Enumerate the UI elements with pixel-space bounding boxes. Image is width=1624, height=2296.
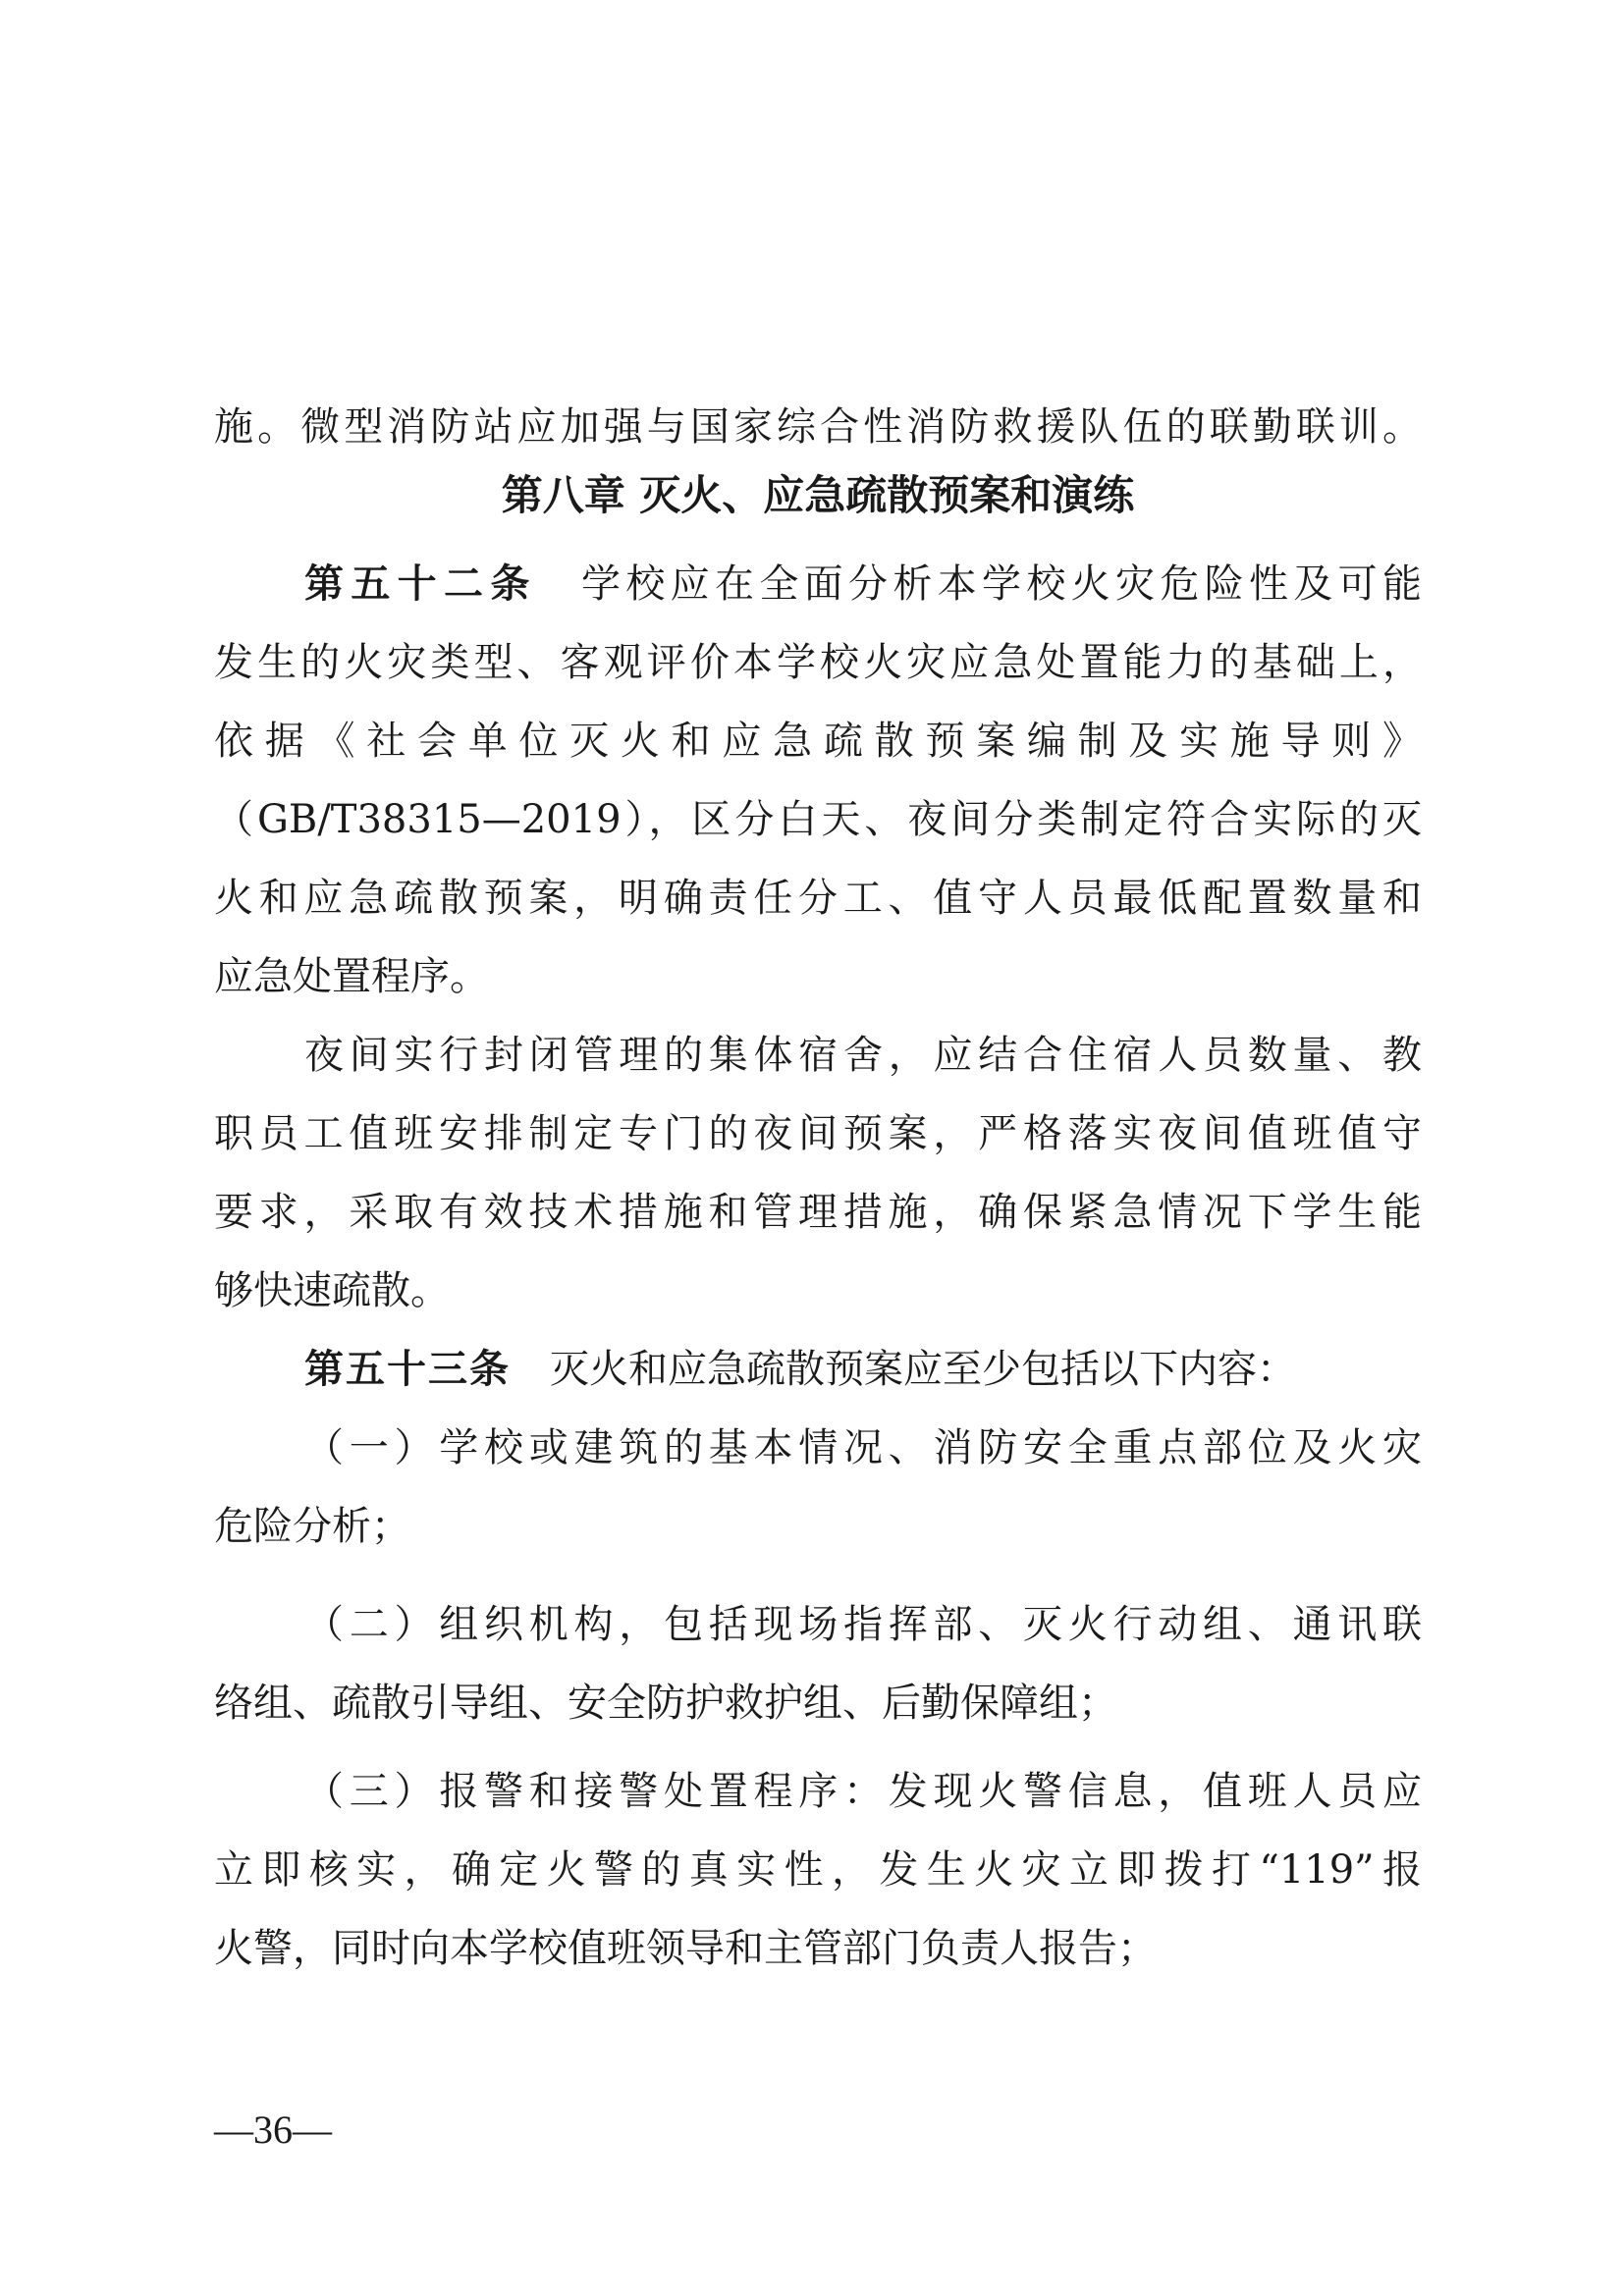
text-line (214, 1836, 1422, 1904)
text-span: 应急处置程序。 (214, 954, 489, 999)
text-span: 夜间实行封闭管理的集体宿舍，应结合住宿人员数量、教 (304, 1033, 1422, 1078)
article-53-first-line (304, 1335, 1422, 1404)
text-span: 要求，采取有效技术措施和管理措施，确保紧急情况下学生能 (214, 1190, 1422, 1235)
chapter-title: 第八章 灭火、应急疏散预案和演练 (501, 471, 1135, 519)
text-line (304, 1590, 1422, 1659)
text-line (214, 1099, 1422, 1168)
article-52-first-line (304, 550, 1422, 618)
text-line (214, 707, 1422, 775)
text-line (214, 1914, 1422, 1983)
text-line (214, 1669, 1422, 1737)
text-span: 够快速疏散。 (214, 1268, 450, 1313)
text-line (304, 1021, 1422, 1090)
text-span: 立即核实，确定火警的真实性，发生火灾立即拨打“119”报 (214, 1847, 1422, 1893)
text-span: 依据《社会单位灭火和应急疏散预案编制及实施导则》 (214, 719, 1422, 764)
text-span: （三）报警和接警处置程序：发现火警信息，值班人员应 (304, 1769, 1422, 1814)
text-span: （一）学校或建筑的基本情况、消防安全重点部位及火灾 (304, 1425, 1422, 1470)
text-span: 职员工值班安排制定专门的夜间预案，严格落实夜间值班值守 (214, 1111, 1422, 1156)
article-53-heading: 第五十三条 (304, 1347, 511, 1392)
text-line (214, 628, 1422, 697)
text-line (214, 785, 1422, 854)
text-span: 火警，同时向本学校值班领导和主管部门负责人报告； (214, 1926, 1157, 1971)
text-line (214, 864, 1422, 933)
text-span: （GB/T38315—2019），区分白天、夜间分类制定符合实际的灭 (214, 797, 1422, 842)
text-span: 学校应在全面分析本学校火灾危险性及可能 (575, 561, 1422, 607)
text-line (304, 1414, 1422, 1482)
text-line (214, 942, 1422, 1011)
text-span: （二）组织机构，包括现场指挥部、灭火行动组、通讯联 (304, 1602, 1422, 1647)
article-52-heading: 第五十二条 (304, 561, 537, 607)
text-line (304, 1757, 1422, 1826)
text-line (214, 1256, 1422, 1325)
text-span: 络组、疏散引导组、安全防护救护组、后勤保障组； (214, 1681, 1117, 1726)
text-span: 火和应急疏散预案，明确责任分工、值守人员最低配置数量和 (214, 876, 1422, 921)
text-line (214, 1492, 1422, 1561)
text-line (214, 393, 1422, 461)
text-line (214, 1178, 1422, 1247)
page-number: —36— (214, 2108, 332, 2152)
text-span: 灭火和应急疏散预案应至少包括以下内容： (550, 1347, 1296, 1392)
text-span: 危险分析； (214, 1504, 410, 1549)
text-span: 施。微型消防站应加强与国家综合性消防救援队伍的联勤联训。 (214, 404, 1422, 450)
text-span: 发生的火灾类型、客观评价本学校火灾应急处置能力的基础上， (214, 640, 1422, 685)
